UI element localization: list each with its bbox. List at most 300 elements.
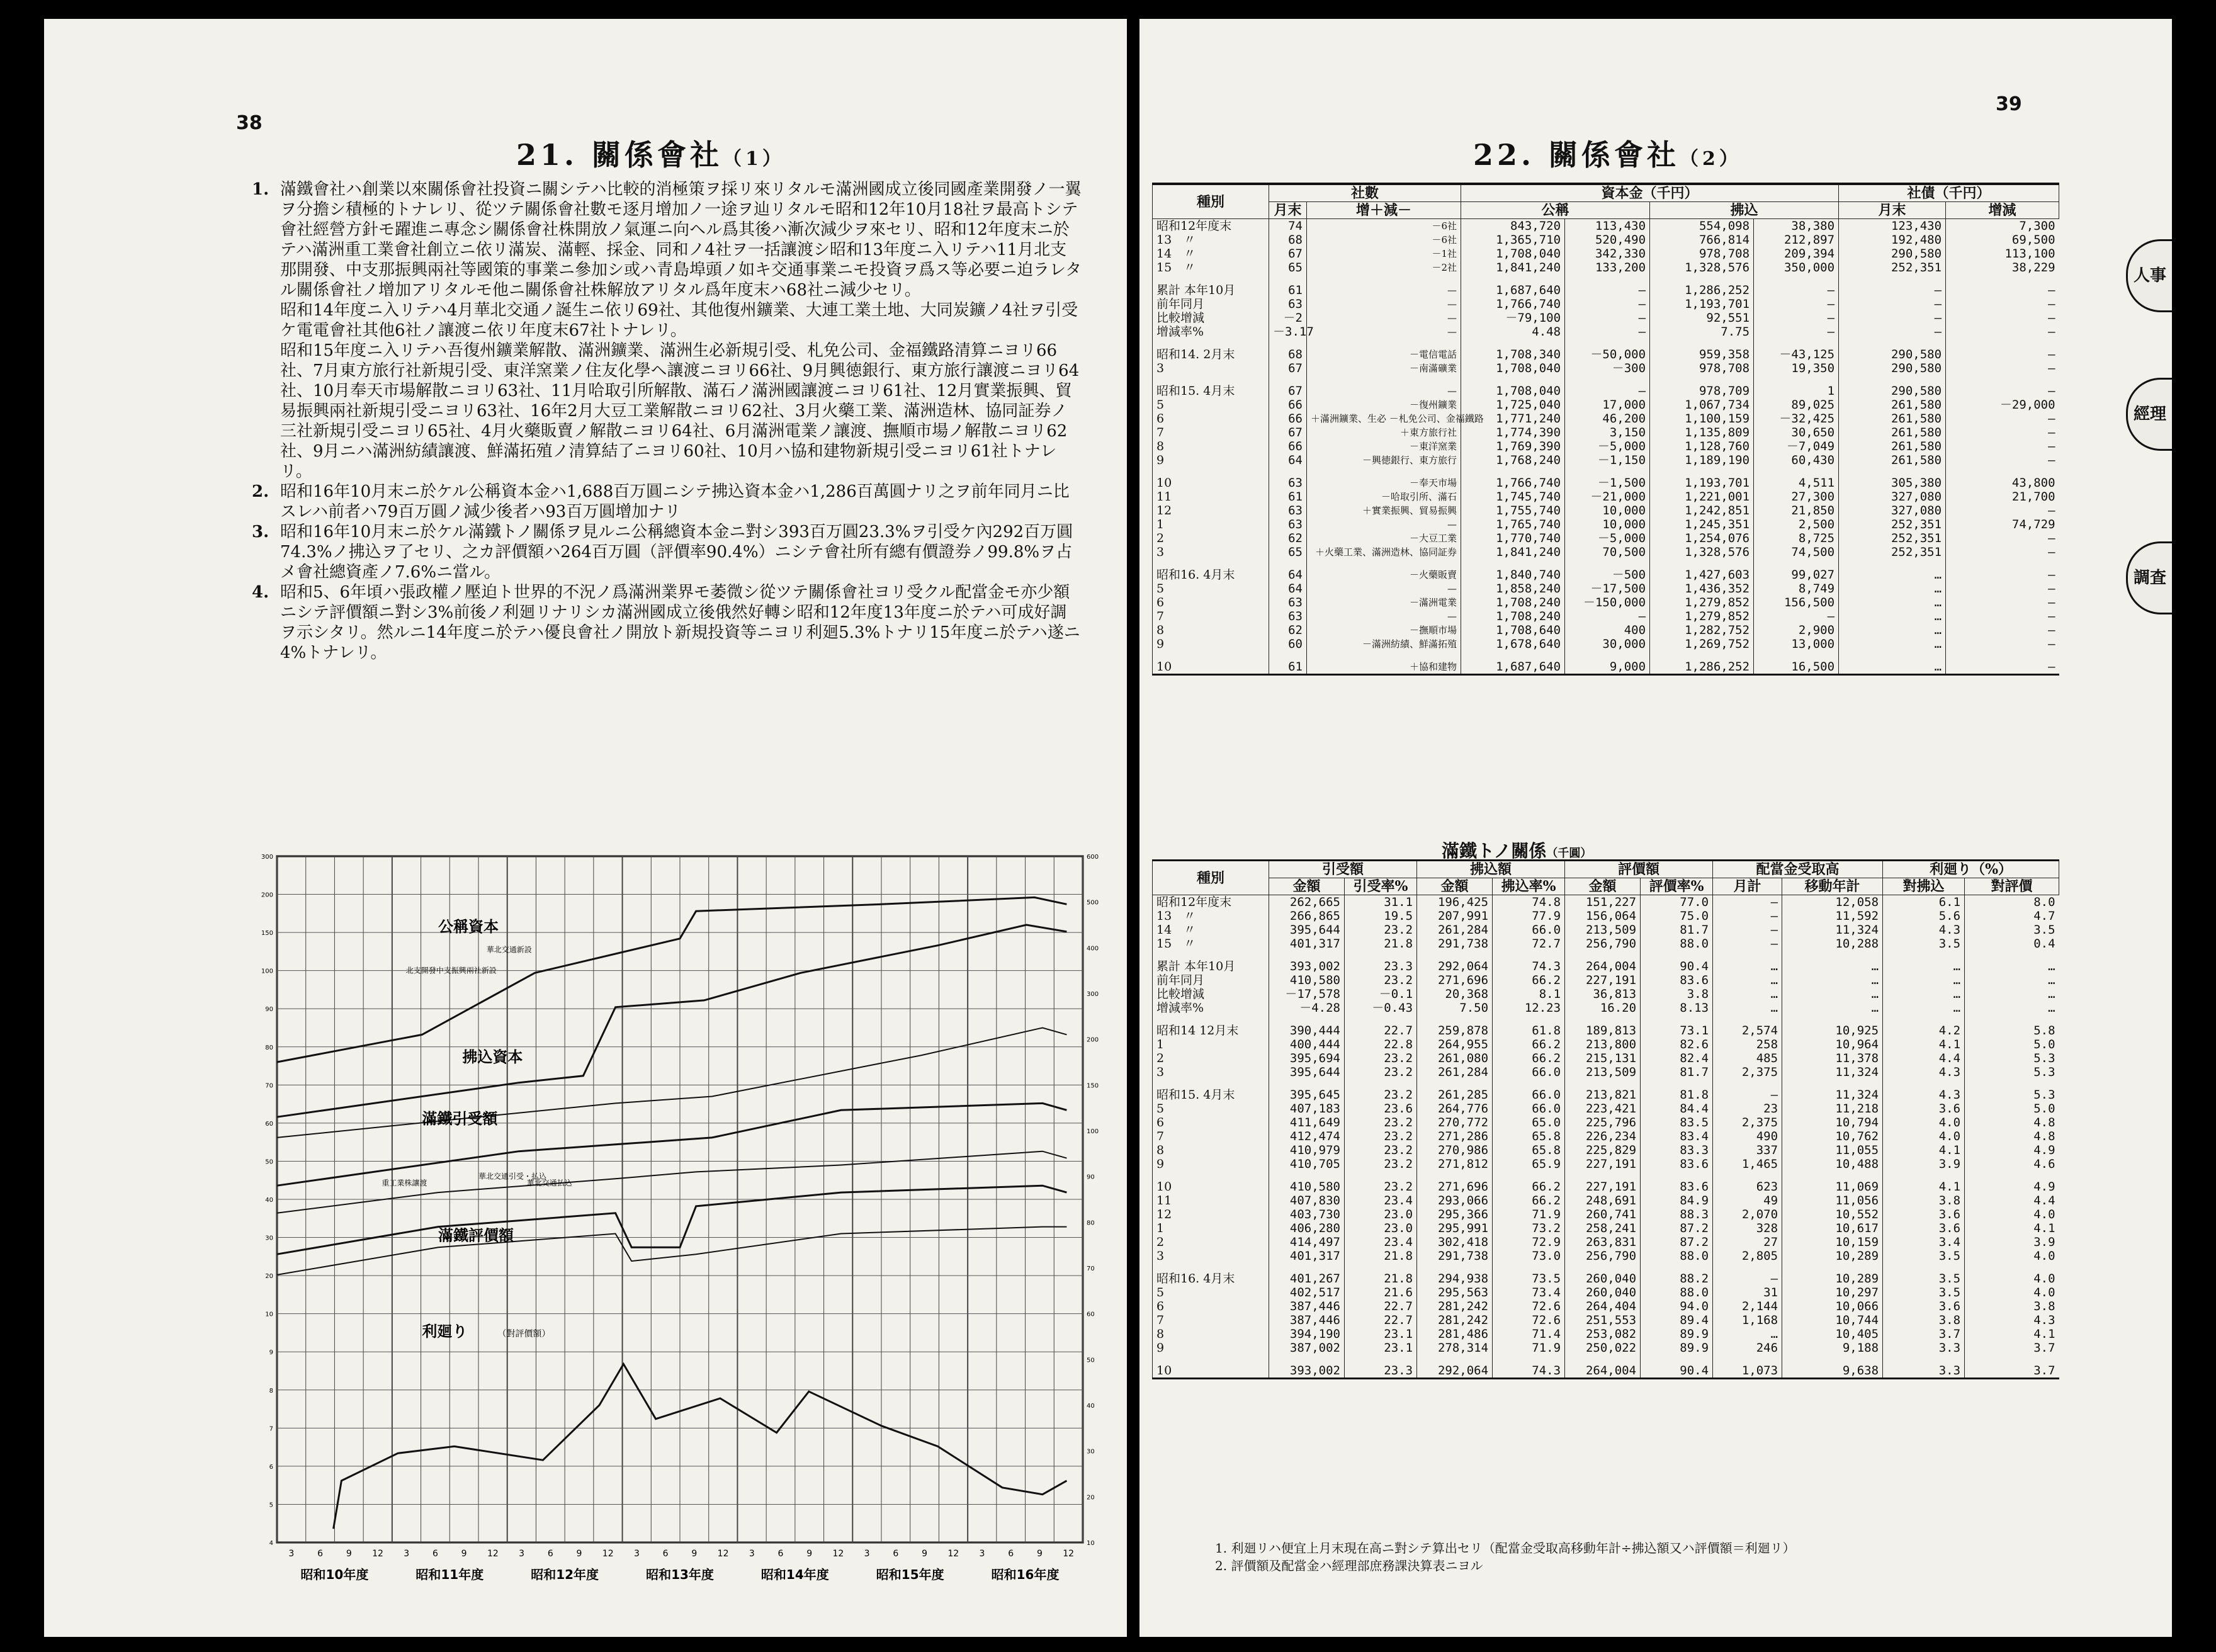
table-cell: 66.0: [1493, 1088, 1565, 1102]
table-cell: ＋滿洲鑛業、生必 －札免公司、金福鐵路: [1307, 412, 1461, 426]
page-number: 38: [236, 112, 263, 134]
table-cell: 251,553: [1565, 1313, 1641, 1327]
table-cell: 10,964: [1782, 1038, 1883, 1051]
row-label: 13 〃: [1153, 233, 1269, 247]
table-row: [1153, 1341, 2059, 1364]
table-cell: 4,511: [1754, 476, 1839, 490]
right-axis-tick: 20: [1087, 1494, 1095, 1502]
table-cell: 410,580: [1269, 1180, 1345, 1194]
table-cell: 7,300: [1946, 219, 2059, 234]
table-cell: 295,563: [1417, 1286, 1493, 1299]
table-row: [1153, 1221, 2059, 1235]
table-cell: 261,580: [1839, 426, 1946, 439]
table-cell: 1,708,040: [1461, 247, 1565, 261]
right-page: [1139, 19, 2172, 1637]
table-cell: 73.5: [1493, 1272, 1565, 1286]
table-cell: —: [1946, 283, 2059, 297]
table-cell: —: [1565, 609, 1650, 623]
row-label: 5: [1153, 1102, 1269, 1116]
table-cell: 11,324: [1782, 1088, 1883, 1102]
table-cell: 12.23: [1493, 1001, 1565, 1024]
table-cell: 74: [1269, 219, 1307, 234]
table-cell: 88.0: [1641, 1286, 1713, 1299]
table-cell: 60,430: [1754, 453, 1839, 476]
table-cell: 23.2: [1345, 923, 1417, 937]
table-cell: －復州鑛業: [1307, 398, 1461, 412]
table-cell: 1,841,240: [1461, 545, 1565, 568]
table-cell: 68: [1269, 233, 1307, 247]
col-group-header: 種別: [1153, 184, 1269, 219]
left-axis-tick: 4: [269, 1540, 273, 1547]
table-cell: －電信電話: [1307, 348, 1461, 361]
table-cell: 4.4: [1883, 1051, 1965, 1065]
row-label: 5: [1153, 582, 1269, 596]
table-cell: 252,351: [1839, 545, 1946, 568]
table-cell: 4.1: [1965, 1327, 2059, 1341]
note-paragraph: 滿鐵會社ハ創業以來關係會社投資ニ關シテハ比較的消極策ヲ採リ來リタルモ滿洲國成立後同國產業開發ノ一翼ヲ分擔シ積極的トナレリ、從ツテ關係會社數モ逐月增加ノ一途ヲ辿リタルモ昭和12年10月18社ヲ最高トシテ會社經營方針モ躍進ニ專念シ關係會社株開放ノ氣運ニ向ヘル爲其後ハ漸次減少ヲ來セリ、昭和12年度末ニ於テハ滿洲重工業會社創立ニ依リ滿炭、滿輕、採金、同和ノ4社ヲ一括讓渡シ昭和13年度ニ入リテハ11月北支那開發、中支那振興兩社等國策的事業ニ參加シ或ハ青島埠頭ノ如キ交通事業ニモ投資ヲ爲ス等必要ニ迫ラレタル關係會社ノ增加アリタルモ他ニ關係會社株解放アリタル爲年度末ハ68社ニ減少セリ。: [280, 180, 1082, 300]
table-cell: －50,000: [1565, 348, 1650, 361]
row-label: 昭和14. 2月末: [1153, 348, 1269, 361]
table-row: [1153, 973, 2059, 987]
table-cell: 82.6: [1641, 1038, 1713, 1051]
table-cell: 1: [1754, 384, 1839, 398]
table-row: [1153, 1116, 2059, 1129]
table-cell: 151,227: [1565, 895, 1641, 910]
table-cell: 23: [1713, 1102, 1782, 1116]
table-cell: …: [1713, 987, 1782, 1001]
table-cell: —: [1565, 297, 1650, 311]
table-cell: 1,427,603: [1650, 568, 1754, 582]
table-cell: —: [1946, 545, 2059, 568]
table-cell: 1,436,352: [1650, 582, 1754, 596]
table-cell: －2: [1269, 311, 1307, 325]
row-label: 比較增減: [1153, 311, 1269, 325]
table-cell: —: [1946, 582, 2059, 596]
table-cell: 1,135,809: [1650, 426, 1754, 439]
table-cell: 72.9: [1493, 1235, 1565, 1249]
table-cell: 485: [1713, 1051, 1782, 1065]
table-cell: 1,465: [1713, 1157, 1782, 1180]
subscribe-rate-header: 引受率%: [1345, 878, 1417, 895]
table-cell: 77.0: [1641, 895, 1713, 910]
row-label: 9: [1153, 453, 1269, 476]
table-cell: 328: [1713, 1221, 1782, 1235]
table-cell: 395,694: [1269, 1051, 1345, 1065]
table-cell: ＋火藥工業、滿洲造林、協同証券: [1307, 545, 1461, 568]
table-cell: －500: [1565, 568, 1650, 582]
table-row: [1153, 247, 2059, 261]
row-label: 10: [1153, 660, 1269, 675]
table-cell: 213,821: [1565, 1088, 1641, 1102]
table-cell: 63: [1269, 297, 1307, 311]
right-axis-tick: 40: [1087, 1403, 1095, 1410]
table-cell: 11,324: [1782, 923, 1883, 937]
left-axis-tick: 80: [265, 1044, 273, 1051]
table-cell: 23.2: [1345, 1065, 1417, 1088]
note-paragraph: 昭和16年10月末ニ於ケル滿鐵トノ關係ヲ見ルニ公稱總資本金ニ對シ393百万圓23.3%ヲ引受ケ內292百万圓74.3%ノ拂込ヲ了セリ、之カ評價額ハ264百万圓（評價率90.4%）ニシテ會社所有總有價證券ノ99.8%ヲ占メ會社總資產ノ7.6%ニ當ル。: [280, 523, 1073, 582]
row-label: 6: [1153, 412, 1269, 426]
table-cell: 71.4: [1493, 1327, 1565, 1341]
table-cell: 5.8: [1965, 1024, 2059, 1038]
table-cell: 978,708: [1650, 361, 1754, 384]
table-cell: 390,444: [1269, 1024, 1345, 1038]
note-number: 3.: [252, 523, 269, 541]
table-cell: 1,328,576: [1650, 261, 1754, 283]
table-cell: 302,418: [1417, 1235, 1493, 1249]
row-label: 前年同月: [1153, 297, 1269, 311]
table-cell: 1,128,760: [1650, 439, 1754, 453]
table-cell: —: [1946, 325, 2059, 348]
table-cell: 2,144: [1713, 1299, 1782, 1313]
table-cell: 766,814: [1650, 233, 1754, 247]
table-cell: 67: [1269, 384, 1307, 398]
table-cell: 1,841,240: [1461, 261, 1565, 283]
month-tick: 9: [691, 1549, 698, 1559]
table-cell: 4.3: [1965, 1313, 2059, 1327]
right-axis-tick: 500: [1087, 899, 1099, 907]
left-axis-tick: 150: [261, 930, 273, 937]
table-cell: 64: [1269, 568, 1307, 582]
table-cell: 215,131: [1565, 1051, 1641, 1065]
table-cell: 1,678,640: [1461, 637, 1565, 660]
table-cell: －0.43: [1345, 1001, 1417, 1024]
table-cell: 253,082: [1565, 1327, 1641, 1341]
table-cell: －1,150: [1565, 453, 1650, 476]
table-cell: 23.0: [1345, 1208, 1417, 1221]
mantetsu-relation-table: [1152, 859, 2059, 1379]
table-cell: 83.6: [1641, 1180, 1713, 1194]
table-cell: 23.2: [1345, 1129, 1417, 1143]
paid-in-lower-line: [277, 1028, 1066, 1138]
table-cell: …: [1839, 596, 1946, 609]
table-cell: －1,500: [1565, 476, 1650, 490]
table-cell: 262,665: [1269, 895, 1345, 910]
table-cell: 258,241: [1565, 1221, 1641, 1235]
table-cell: 88.0: [1641, 1249, 1713, 1272]
table-row: [1153, 384, 2059, 398]
amount-header: 金額: [1269, 878, 1345, 895]
side-tab-research[interactable]: 調査: [2126, 541, 2172, 614]
kaisha-header: 社數: [1269, 184, 1461, 202]
table-cell: 89.4: [1641, 1313, 1713, 1327]
change-header: 增＋減－: [1307, 202, 1461, 219]
table-cell: —: [1946, 453, 2059, 476]
table-cell: －滿洲紡績、鮮滿拓殖: [1307, 637, 1461, 660]
row-label: 3: [1153, 1065, 1269, 1088]
table-cell: …: [1883, 987, 1965, 1001]
table-cell: 21,700: [1946, 490, 2059, 504]
table-cell: —: [1754, 283, 1839, 297]
paidup-header: 拂込: [1650, 202, 1839, 219]
table-row: [1153, 1313, 2059, 1327]
bond-header: 社債（千円）: [1839, 184, 2059, 202]
table-cell: 73.1: [1641, 1024, 1713, 1038]
table-cell: 410,580: [1269, 973, 1345, 987]
table-cell: 292,064: [1417, 959, 1493, 973]
right-axis-tick: 60: [1087, 1311, 1095, 1318]
page-title: [1473, 132, 1742, 174]
table-cell: 260,741: [1565, 1208, 1641, 1221]
table-cell: 88.2: [1641, 1272, 1713, 1286]
table-cell: 1,771,240: [1461, 412, 1565, 426]
title-text: 21. 關係會社: [516, 138, 723, 172]
table-cell: 1,769,390: [1461, 439, 1565, 453]
table-cell: 20,368: [1417, 987, 1493, 1001]
table-cell: …: [1713, 1327, 1782, 1341]
valuation-line: [277, 1185, 1066, 1254]
table-cell: 38,380: [1754, 219, 1839, 234]
table-cell: 21.8: [1345, 1272, 1417, 1286]
table-cell: …: [1965, 1001, 2059, 1024]
row-label: 5: [1153, 398, 1269, 412]
table-cell: 259,878: [1417, 1024, 1493, 1038]
table-cell: 66.0: [1493, 1065, 1565, 1088]
row-label: 14 〃: [1153, 923, 1269, 937]
table-cell: 401,267: [1269, 1272, 1345, 1286]
bond-change-header: 增減: [1946, 202, 2059, 219]
table-cell: 213,509: [1565, 1065, 1641, 1088]
table-cell: 23.2: [1345, 1157, 1417, 1180]
table-row: [1153, 426, 2059, 439]
table-cell: 30,650: [1754, 426, 1839, 439]
table-cell: —: [1946, 504, 2059, 518]
row-label: 10: [1153, 1180, 1269, 1194]
table-cell: 83.4: [1641, 1129, 1713, 1143]
table-row: [1153, 361, 2059, 384]
table-row: [1153, 348, 2059, 361]
series-label: 拂込資本: [462, 1048, 523, 1066]
row-label: 15 〃: [1153, 937, 1269, 959]
table-row: [1153, 895, 2059, 910]
table-cell: 10,762: [1782, 1129, 1883, 1143]
table-cell: 23.3: [1345, 1364, 1417, 1379]
yield-header: 利廻り（%）: [1883, 861, 2059, 878]
table-cell: 11,069: [1782, 1180, 1883, 1194]
table-cell: 264,004: [1565, 959, 1641, 973]
paid-in-capital-line: [277, 925, 1066, 1117]
table-row: [1153, 1065, 2059, 1088]
table-cell: 72.6: [1493, 1313, 1565, 1327]
table-cell: 64: [1269, 582, 1307, 596]
table-cell: 261,580: [1839, 439, 1946, 453]
table-cell: 23.2: [1345, 1088, 1417, 1102]
table-cell: 21.8: [1345, 1249, 1417, 1272]
side-tab-personnel[interactable]: 人事: [2126, 239, 2172, 312]
table-cell: 4.8: [1965, 1116, 2059, 1129]
table-cell: 11,324: [1782, 1065, 1883, 1088]
table-cell: 1,687,640: [1461, 283, 1565, 297]
table-cell: 1,168: [1713, 1313, 1782, 1327]
table-cell: 38,229: [1946, 261, 2059, 283]
table-cell: —: [1307, 325, 1461, 348]
right-axis-tick: 400: [1087, 945, 1099, 953]
table-cell: 66.2: [1493, 1180, 1565, 1194]
table-cell: 401,317: [1269, 1249, 1345, 1272]
table-cell: 10,159: [1782, 1235, 1883, 1249]
table-cell: 225,796: [1565, 1116, 1641, 1129]
table-cell: 22.7: [1345, 1313, 1417, 1327]
table-cell: 13,000: [1754, 637, 1839, 660]
table-cell: 156,500: [1754, 596, 1839, 609]
table-cell: 19,350: [1754, 361, 1839, 384]
left-axis-tick: 50: [265, 1158, 273, 1166]
table-cell: 66: [1269, 439, 1307, 453]
table-cell: 88.3: [1641, 1208, 1713, 1221]
row-label: 2: [1153, 1235, 1269, 1249]
table-cell: —: [1946, 297, 2059, 311]
table-cell: —: [1307, 311, 1461, 325]
table-cell: ＋協和建物: [1307, 660, 1461, 675]
table-cell: 264,955: [1417, 1038, 1493, 1051]
table-cell: …: [1965, 987, 2059, 1001]
table-cell: 1,708,240: [1461, 596, 1565, 609]
year-label: 昭和16年度: [991, 1567, 1060, 1582]
table-cell: 10,000: [1565, 518, 1650, 531]
table-cell: 7.50: [1417, 1001, 1493, 1024]
table-cell: 1,708,640: [1461, 623, 1565, 637]
col-group-header: 種別: [1153, 861, 1269, 895]
table-cell: 207,991: [1417, 909, 1493, 923]
table-cell: 4.3: [1883, 923, 1965, 937]
note-number: 2.: [252, 482, 269, 501]
table-cell: 22.8: [1345, 1038, 1417, 1051]
row-label: 10: [1153, 476, 1269, 490]
note-number: 1.: [252, 180, 269, 199]
table-cell: 291,738: [1417, 937, 1493, 959]
table-cell: 8,725: [1754, 531, 1839, 545]
table-cell: 3.5: [1883, 1249, 1965, 1272]
left-axis-tick: 70: [265, 1082, 273, 1090]
table-row: [1153, 398, 2059, 412]
series-label: 利廻り: [422, 1323, 468, 1340]
series-label: 滿鐵引受額: [422, 1110, 498, 1128]
table-cell: ＋東方旅行社: [1307, 426, 1461, 439]
row-label: 累計 本年10月: [1153, 283, 1269, 297]
bond-month-end-header: 月末: [1839, 202, 1946, 219]
table-cell: —: [1946, 568, 2059, 582]
table-cell: 3.6: [1883, 1221, 1965, 1235]
table-cell: 4.9: [1965, 1143, 2059, 1157]
table-cell: 92,551: [1650, 311, 1754, 325]
table-cell: 1,254,076: [1650, 531, 1754, 545]
table-row: [1153, 233, 2059, 247]
row-label: 15 〃: [1153, 261, 1269, 283]
table-cell: 4.0: [1883, 1116, 1965, 1129]
table-cell: 10,552: [1782, 1208, 1883, 1221]
table-cell: 3.4: [1883, 1235, 1965, 1249]
table-cell: －大豆工業: [1307, 531, 1461, 545]
table-cell: 256,790: [1565, 1249, 1641, 1272]
table-cell: 4.0: [1965, 1286, 2059, 1299]
table-cell: —: [1307, 582, 1461, 596]
table-cell: 123,430: [1839, 219, 1946, 234]
table-cell: 72.7: [1493, 937, 1565, 959]
table-cell: …: [1883, 973, 1965, 987]
right-axis-tick: 90: [1087, 1174, 1095, 1181]
row-label: 8: [1153, 439, 1269, 453]
table-cell: 3.9: [1883, 1157, 1965, 1180]
table-cell: 16.20: [1565, 1001, 1641, 1024]
row-label: 7: [1153, 609, 1269, 623]
table-cell: 261,284: [1417, 923, 1493, 937]
table-cell: —: [1946, 311, 2059, 325]
table-cell: 4.0: [1965, 1249, 2059, 1272]
left-axis-tick: 200: [261, 891, 273, 899]
row-label: 11: [1153, 490, 1269, 504]
table-cell: 1,242,851: [1650, 504, 1754, 518]
side-tab-accounting[interactable]: 經理: [2126, 378, 2172, 451]
left-axis-tick: 300: [261, 854, 273, 861]
table-cell: －0.1: [1345, 987, 1417, 1001]
table-row: [1153, 937, 2059, 959]
table-cell: 281,486: [1417, 1327, 1493, 1341]
table-cell: 1,245,351: [1650, 518, 1754, 531]
table-cell: 74,729: [1946, 518, 2059, 531]
table-cell: 71.9: [1493, 1341, 1565, 1364]
table-cell: 67: [1269, 247, 1307, 261]
table-cell: －150,000: [1565, 596, 1650, 609]
row-label: 7: [1153, 1313, 1269, 1327]
table-cell: 263,831: [1565, 1235, 1641, 1249]
table-cell: 959,358: [1650, 348, 1754, 361]
table-row: [1153, 1235, 2059, 1249]
table-row: [1153, 490, 2059, 504]
table-cell: 113,100: [1946, 247, 2059, 261]
table-cell: 212,897: [1754, 233, 1839, 247]
table-cell: 342,330: [1565, 247, 1650, 261]
right-axis-tick: 600: [1087, 854, 1099, 861]
row-label: 增減率%: [1153, 325, 1269, 348]
table-cell: 2,375: [1713, 1065, 1782, 1088]
table-cell: …: [1883, 1001, 1965, 1024]
table-cell: 278,314: [1417, 1341, 1493, 1364]
table-cell: 10,066: [1782, 1299, 1883, 1313]
table-cell: —: [1754, 311, 1839, 325]
table-cell: …: [1965, 959, 2059, 973]
row-label: 昭和15. 4月末: [1153, 384, 1269, 398]
table-cell: …: [1839, 609, 1946, 623]
table-cell: 87.2: [1641, 1221, 1713, 1235]
table-cell: 266,865: [1269, 909, 1345, 923]
vs-valuation-header: 對評價: [1965, 878, 2059, 895]
table-cell: 1,269,752: [1650, 637, 1754, 660]
table-cell: 23.2: [1345, 1116, 1417, 1129]
table-cell: —: [1839, 283, 1946, 297]
table-cell: 261,284: [1417, 1065, 1493, 1088]
table-cell: 3.7: [1965, 1341, 2059, 1364]
table-cell: 252,351: [1839, 261, 1946, 283]
table-cell: —: [1946, 348, 2059, 361]
table-cell: 74,500: [1754, 545, 1839, 568]
table-cell: 21,850: [1754, 504, 1839, 518]
table-row: [1153, 297, 2059, 311]
month-tick: 6: [893, 1549, 899, 1559]
table-cell: 46,200: [1565, 412, 1650, 426]
table-cell: 19.5: [1345, 909, 1417, 923]
table-cell: 192,480: [1839, 233, 1946, 247]
table-cell: 1,286,252: [1650, 660, 1754, 675]
left-page: [44, 19, 1127, 1637]
row-label: 10: [1153, 1364, 1269, 1379]
table-cell: 4.9: [1965, 1180, 2059, 1194]
table-cell: 1,765,740: [1461, 518, 1565, 531]
table-cell: 290,580: [1839, 348, 1946, 361]
table-cell: 73.2: [1493, 1221, 1565, 1235]
table-cell: 83.6: [1641, 1157, 1713, 1180]
left-axis-tick: 5: [269, 1502, 273, 1509]
table-cell: 4.2: [1883, 1024, 1965, 1038]
table-cell: 213,509: [1565, 923, 1641, 937]
